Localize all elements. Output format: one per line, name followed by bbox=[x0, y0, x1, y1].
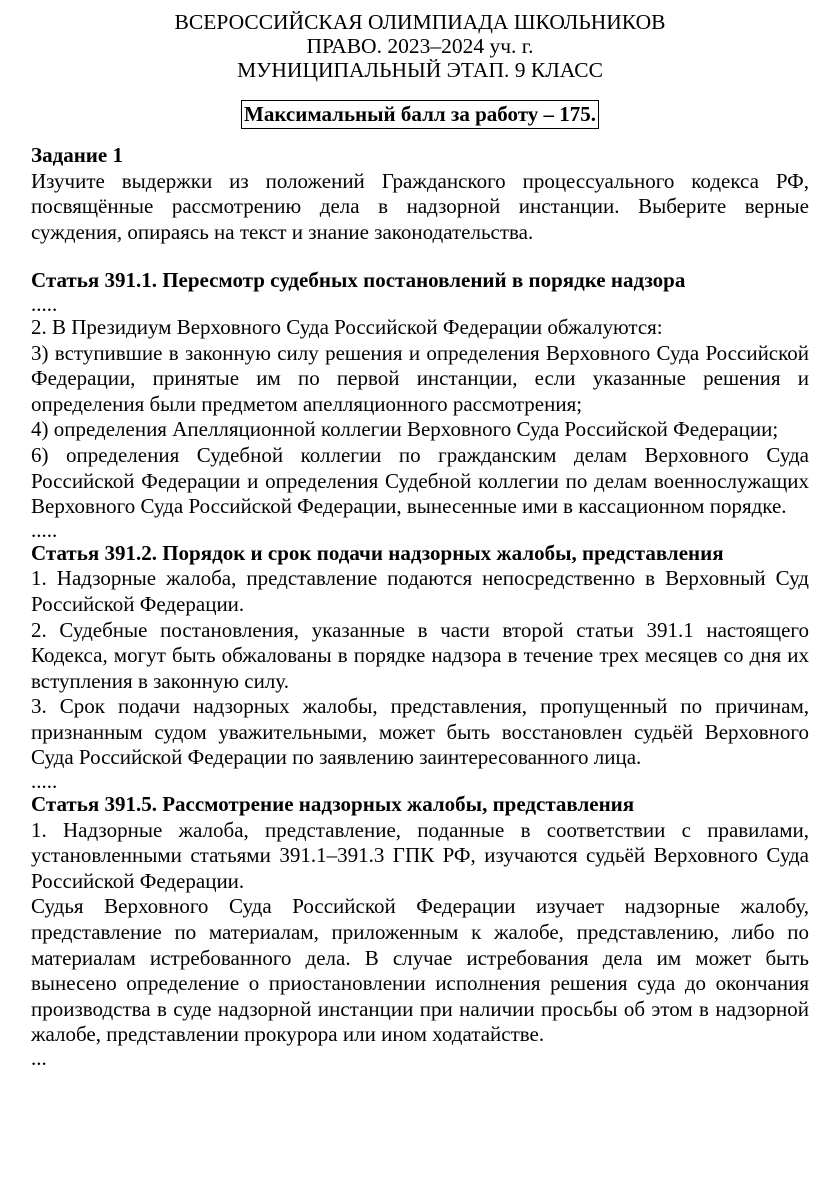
max-score-wrap bbox=[31, 100, 809, 129]
olympiad-title: ВСЕРОССИЙСКАЯ ОЛИМПИАДА ШКОЛЬНИКОВ bbox=[174, 10, 666, 34]
article-paragraph: 6) определения Судебной коллегии по гражданским делам Верховного Суда Российской Федерации и определения Судебной коллегии по делам военнослужащих Верховного Суда Российской Федерации, вынесенные ими в кассационном порядке. bbox=[31, 442, 809, 519]
ellipsis-marker: ..... bbox=[31, 291, 58, 316]
article-paragraph: 2. В Президиум Верховного Суда Российской Федерации обжалуются: bbox=[31, 314, 663, 339]
article-title: Статья 391.2. Порядок и срок подачи надзорных жалобы, представления bbox=[31, 540, 724, 565]
article-title: Статья 391.5. Рассмотрение надзорных жалобы, представления bbox=[31, 792, 635, 817]
subject-year: ПРАВО. 2023–2024 уч. г. bbox=[306, 34, 534, 58]
task-text: Изучите выдержки из положений Гражданского процессуального кодекса РФ, посвящённые рассмотрению дела в надзорной инстанции. Выберите верные суждения, опираясь на текст и знание законодательства. bbox=[31, 168, 809, 244]
ellipsis-marker: ... bbox=[31, 1046, 47, 1070]
document-header bbox=[31, 10, 809, 82]
document-page bbox=[31, 10, 809, 1069]
ellipsis-marker: ..... bbox=[31, 769, 58, 794]
article-paragraph: 2. Судебные постановления, указанные в части второй статьи 391.1 настоящего Кодекса, могут быть обжалованы в порядке надзора в течение трех месяцев со дня их вступления в законную силу. bbox=[31, 617, 809, 693]
article-paragraph: 3. Срок подачи надзорных жалобы, представления, пропущенный по причинам, признанным судом уважительными, может быть восстановлен судьёй Верховного Суда Российской Федерации по заявлению заинтересованного лица. bbox=[31, 694, 809, 770]
article-title: Статья 391.1. Пересмотр судебных постановлений в порядке надзора bbox=[31, 268, 686, 293]
article-paragraph: 1. Надзорные жалоба, представление подаются непосредственно в Верховный Суд Российской Федерации. bbox=[31, 566, 809, 616]
stage-class: МУНИЦИПАЛЬНЫЙ ЭТАП. 9 КЛАСС bbox=[237, 58, 603, 82]
spacer bbox=[31, 245, 809, 268]
article-paragraph: 1. Надзорные жалоба, представление, поданные в соответствии с правилами, установленными статьями 391.1–391.3 ГПК РФ, изучаются судьёй Верховного Суда Российской Федерации. bbox=[31, 817, 809, 893]
article-paragraph: 4) определения Апелляционной коллегии Верховного Суда Российской Федерации; bbox=[31, 417, 779, 442]
ellipsis-marker: ..... bbox=[31, 517, 58, 542]
article-paragraph: Судья Верховного Суда Российской Федерации изучает надзорные жалобу, представление по материалам, приложенным к жалобе, представлению, либо по материалам истребованного дела. В случае истребования дела им может быть вынесено определение о приостановлении исполнения решения суда до окончания производства в суде надзорной инстанции при наличии просьбы об этом в надзорной жалобе, представлении прокурора или ином ходатайстве. bbox=[31, 894, 809, 1047]
max-score-box: Максимальный балл за работу – 175. bbox=[241, 100, 599, 129]
task-title: Задание 1 bbox=[31, 143, 123, 167]
article-paragraph: 3) вступившие в законную силу решения и определения Верховного Суда Российской Федерации, принятые им по первой инстанции, если указанные решения и определения были предметом апелляционного рассмотрения; bbox=[31, 340, 809, 416]
